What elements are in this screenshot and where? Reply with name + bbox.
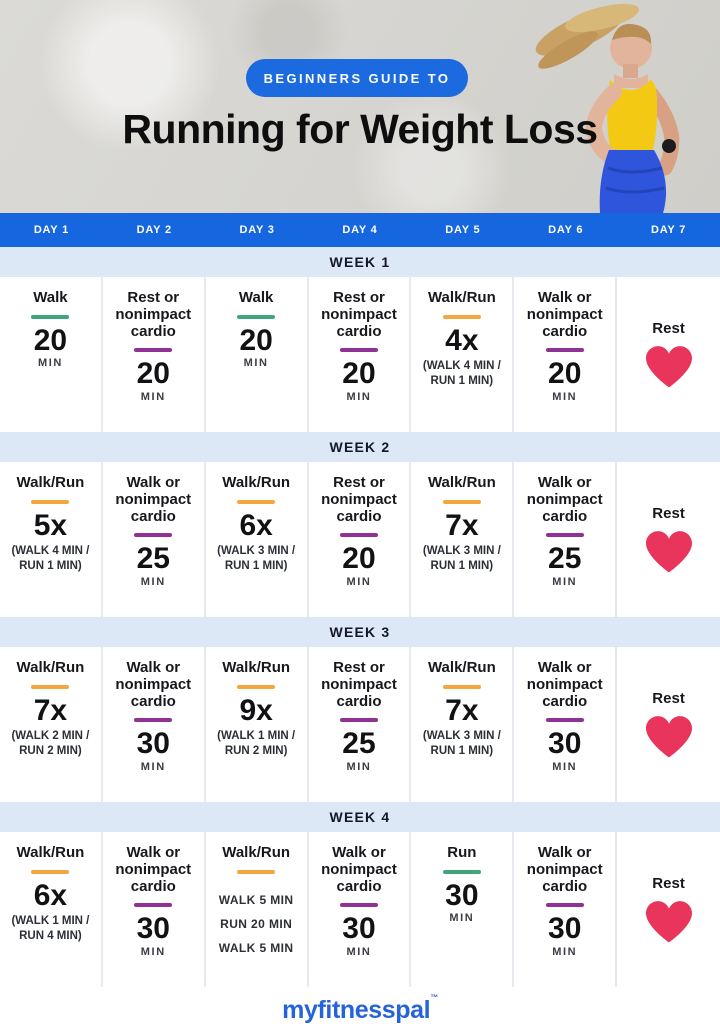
week1-day6-card [514, 277, 617, 432]
heart-icon [646, 531, 692, 573]
activity-note: (WALK 1 MIN / RUN 4 MIN) [11, 915, 90, 943]
activity-value: 25 [548, 542, 582, 576]
week2-day6-card [514, 462, 617, 617]
activity-underline-green [31, 315, 69, 319]
activity-value: 6x [239, 508, 273, 542]
activity-underline-purple [134, 533, 172, 537]
week3-day1-card [0, 647, 103, 802]
activity-title: Run [447, 844, 477, 861]
heart-icon [646, 716, 692, 758]
activity-underline-green [443, 870, 481, 874]
day-header-3: DAY 3 [239, 224, 275, 236]
week-label-3: WEEK 3 [0, 617, 720, 647]
week-label-4: WEEK 4 [0, 802, 720, 832]
activity-title: Walk/Run [427, 474, 496, 491]
activity-underline-purple [546, 903, 584, 907]
activity-title: Walk/Run [16, 474, 85, 491]
week1-day2-card [103, 277, 206, 432]
activity-value: 20 [239, 323, 273, 357]
activity-title: Walk or nonimpact cardio [115, 659, 192, 710]
activity-value: 20 [548, 357, 582, 391]
week2-day2-card [103, 462, 206, 617]
activity-underline-purple [134, 718, 172, 722]
activity-underline-purple [546, 533, 584, 537]
activity-title: Rest [652, 874, 685, 892]
day-header-6: DAY 6 [548, 224, 584, 236]
week3-day6-card [514, 647, 617, 802]
activity-value: 30 [548, 912, 582, 946]
activity-value: 20 [33, 323, 68, 357]
activity-underline-purple [134, 903, 172, 907]
week-3-days-row [0, 647, 720, 802]
activity-note: (WALK 3 MIN / RUN 1 MIN) [422, 730, 501, 758]
activity-note: (WALK 3 MIN / RUN 1 MIN) [217, 545, 296, 573]
activity-value: 7x [33, 693, 68, 727]
activity-underline-purple [340, 348, 378, 352]
activity-title: Walk or nonimpact cardio [526, 289, 603, 340]
activity-unit: MIN [346, 390, 372, 403]
week4-day1-card [0, 832, 103, 987]
week-2-days-row [0, 462, 720, 617]
activity-underline-purple [546, 348, 584, 352]
activity-value: 9x [239, 693, 273, 727]
activity-value: 20 [342, 357, 376, 391]
activity-title: Rest or nonimpact cardio [321, 289, 397, 340]
activity-underline-purple [546, 718, 584, 722]
activity-note: (WALK 3 MIN / RUN 1 MIN) [422, 545, 501, 573]
activity-detail-lines: WALK 5 MIN RUN 20 MIN WALK 5 MIN [218, 892, 294, 955]
activity-title: Rest or nonimpact cardio [321, 659, 397, 710]
day-header-2: DAY 2 [136, 224, 172, 236]
activity-title: Walk/Run [222, 844, 291, 861]
activity-title: Walk [238, 289, 274, 306]
week1-day5-card [411, 277, 514, 432]
week2-day7-card [617, 462, 720, 617]
week3-day3-card [206, 647, 309, 802]
week2-day3-card [206, 462, 309, 617]
activity-value: 20 [136, 357, 170, 391]
activity-value: 30 [342, 912, 376, 946]
activity-title: Walk/Run [427, 659, 496, 676]
beginners-guide-badge: BEGINNERS GUIDE TO [246, 59, 468, 97]
week1-day7-card [617, 277, 720, 432]
week4-day5-card [411, 832, 514, 987]
activity-unit: MIN [243, 357, 269, 370]
activity-note: (WALK 4 MIN / RUN 1 MIN) [422, 360, 501, 388]
activity-unit: MIN [37, 357, 63, 370]
activity-title: Walk or nonimpact cardio [526, 659, 603, 710]
activity-underline-orange [31, 685, 69, 689]
activity-title: Rest [652, 689, 685, 707]
activity-underline-purple [340, 533, 378, 537]
activity-underline-orange [443, 315, 481, 319]
activity-value: 6x [33, 878, 68, 912]
day-header-5: DAY 5 [445, 224, 481, 236]
activity-underline-purple [134, 348, 172, 352]
activity-underline-orange [237, 870, 275, 874]
activity-unit: MIN [552, 390, 578, 403]
week4-day2-card [103, 832, 206, 987]
activity-unit: MIN [449, 912, 475, 925]
activity-value: 20 [342, 542, 376, 576]
activity-title: Walk/Run [222, 659, 291, 676]
activity-value: 25 [342, 727, 376, 761]
activity-title: Walk [33, 289, 68, 306]
week-label-2: WEEK 2 [0, 432, 720, 462]
activity-unit: MIN [552, 575, 578, 588]
activity-title: Walk or nonimpact cardio [115, 844, 192, 895]
week3-day2-card [103, 647, 206, 802]
activity-unit: MIN [140, 945, 166, 958]
activity-value: 30 [445, 878, 479, 912]
activity-title: Rest [652, 319, 685, 337]
activity-underline-orange [443, 500, 481, 504]
day-header-bar [0, 213, 720, 247]
week3-day5-card [411, 647, 514, 802]
weeks-container [0, 247, 720, 987]
heart-icon [646, 901, 692, 943]
day-header-4: DAY 4 [342, 224, 378, 236]
week1-day4-card [309, 277, 412, 432]
activity-unit: MIN [140, 575, 166, 588]
page-title: Running for Weight Loss [122, 106, 598, 152]
heart-icon [646, 346, 692, 388]
week1-day1-card [0, 277, 103, 432]
week4-day6-card [514, 832, 617, 987]
week2-day1-card [0, 462, 103, 617]
activity-note: (WALK 1 MIN / RUN 2 MIN) [217, 730, 296, 758]
footer [0, 987, 720, 1030]
activity-value: 30 [548, 727, 582, 761]
activity-unit: MIN [552, 760, 578, 773]
activity-title: Walk/Run [427, 289, 496, 306]
activity-title: Rest [652, 504, 685, 522]
activity-underline-green [237, 315, 275, 319]
activity-title: Walk or nonimpact cardio [321, 844, 397, 895]
activity-underline-orange [237, 500, 275, 504]
hero-header [0, 0, 720, 213]
trademark-symbol: ™ [430, 992, 438, 1002]
activity-value: 25 [136, 542, 170, 576]
activity-unit: MIN [552, 945, 578, 958]
activity-title: Rest or nonimpact cardio [115, 289, 192, 340]
activity-unit: MIN [140, 760, 166, 773]
activity-title: Walk or nonimpact cardio [115, 474, 192, 525]
week3-day4-card [309, 647, 412, 802]
activity-underline-orange [237, 685, 275, 689]
activity-underline-purple [340, 903, 378, 907]
week2-day5-card [411, 462, 514, 617]
activity-underline-orange [31, 870, 69, 874]
activity-value: 30 [136, 727, 170, 761]
activity-value: 7x [445, 508, 479, 542]
day-header-1: DAY 1 [33, 224, 70, 236]
activity-title: Walk/Run [16, 844, 85, 861]
myfitnesspal-logo: myfitnesspal™ [282, 992, 438, 1024]
week4-day4-card [309, 832, 412, 987]
activity-title: Walk/Run [16, 659, 85, 676]
activity-title: Walk or nonimpact cardio [526, 474, 603, 525]
activity-value: 5x [33, 508, 68, 542]
activity-unit: MIN [346, 945, 372, 958]
week2-day4-card [309, 462, 412, 617]
activity-title: Walk or nonimpact cardio [526, 844, 603, 895]
week1-day3-card [206, 277, 309, 432]
activity-underline-orange [443, 685, 481, 689]
activity-value: 4x [445, 323, 479, 357]
activity-unit: MIN [140, 390, 166, 403]
activity-unit: MIN [346, 760, 372, 773]
activity-note: (WALK 4 MIN / RUN 1 MIN) [11, 545, 90, 573]
activity-value: 7x [445, 693, 479, 727]
activity-title: Walk/Run [222, 474, 291, 491]
week-label-1: WEEK 1 [0, 247, 720, 277]
activity-value: 30 [136, 912, 170, 946]
week-4-days-row [0, 832, 720, 987]
activity-underline-orange [31, 500, 69, 504]
activity-underline-purple [340, 718, 378, 722]
week4-day7-card [617, 832, 720, 987]
week4-day3-card [206, 832, 309, 987]
week-1-days-row [0, 277, 720, 432]
day-header-7: DAY 7 [650, 224, 687, 236]
activity-note: (WALK 2 MIN / RUN 2 MIN) [11, 730, 90, 758]
week3-day7-card [617, 647, 720, 802]
activity-unit: MIN [346, 575, 372, 588]
activity-title: Rest or nonimpact cardio [321, 474, 397, 525]
